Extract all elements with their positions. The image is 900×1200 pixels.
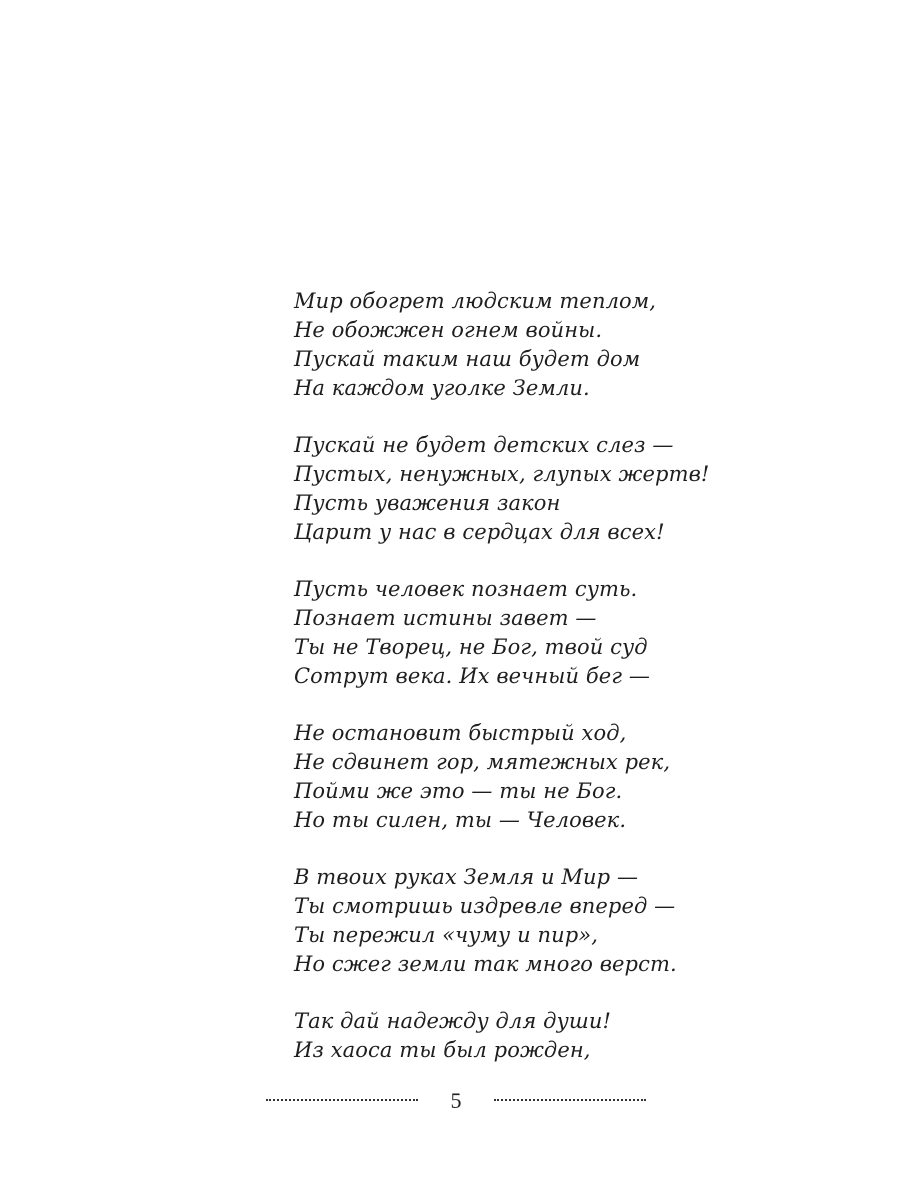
stanza-1 (294, 287, 714, 403)
poem-line: Не остановит быстрый ход, (294, 721, 627, 745)
poem-line: Пустых, ненужных, глупых жертв! (294, 462, 710, 486)
footer-dotted-rule-left (266, 1099, 418, 1101)
poem-line: Мир обогрет людским теплом, (294, 289, 657, 313)
stanza-3 (294, 575, 714, 691)
stanza-6 (294, 1007, 714, 1065)
poem-line: Познает истины завет — (294, 606, 597, 630)
poem-line: Пускай не будет детских слез — (294, 433, 674, 457)
stanza-2 (294, 431, 714, 547)
stanza-4 (294, 719, 714, 835)
poem-line: Сотрут века. Их вечный бег — (294, 664, 650, 688)
poem-text (294, 287, 714, 1093)
poem-line: Но ты силен, ты — Человек. (294, 808, 627, 832)
page-number: 5 (450, 1088, 462, 1113)
poem-line: Из хаоса ты был рожден, (294, 1038, 591, 1062)
footer-dotted-rule-right (494, 1099, 646, 1101)
page-footer (266, 1087, 646, 1115)
poem-line: Ты пережил «чуму и пир», (294, 923, 599, 947)
poem-line: Царит у нас в сердцах для всех! (294, 520, 665, 544)
poem-line: На каждом уголке Земли. (294, 376, 590, 400)
poem-line: Ты смотришь издревле вперед — (294, 894, 676, 918)
poem-line: Ты не Творец, не Бог, твой суд (294, 635, 648, 659)
poem-line: Пусть человек познает суть. (294, 577, 638, 601)
poem-line: Не обожжен огнем войны. (294, 318, 603, 342)
poem-line: Не сдвинет гор, мятежных рек, (294, 750, 671, 774)
stanza-5 (294, 863, 714, 979)
poem-line: Пускай таким наш будет дом (294, 347, 641, 371)
poem-line: Пусть уважения закон (294, 491, 561, 515)
poem-line: В твоих руках Земля и Мир — (294, 865, 639, 889)
poem-line: Пойми же это — ты не Бог. (294, 779, 623, 803)
poem-line: Так дай надежду для души! (294, 1009, 612, 1033)
poem-line: Но сжег земли так много верст. (294, 952, 677, 976)
